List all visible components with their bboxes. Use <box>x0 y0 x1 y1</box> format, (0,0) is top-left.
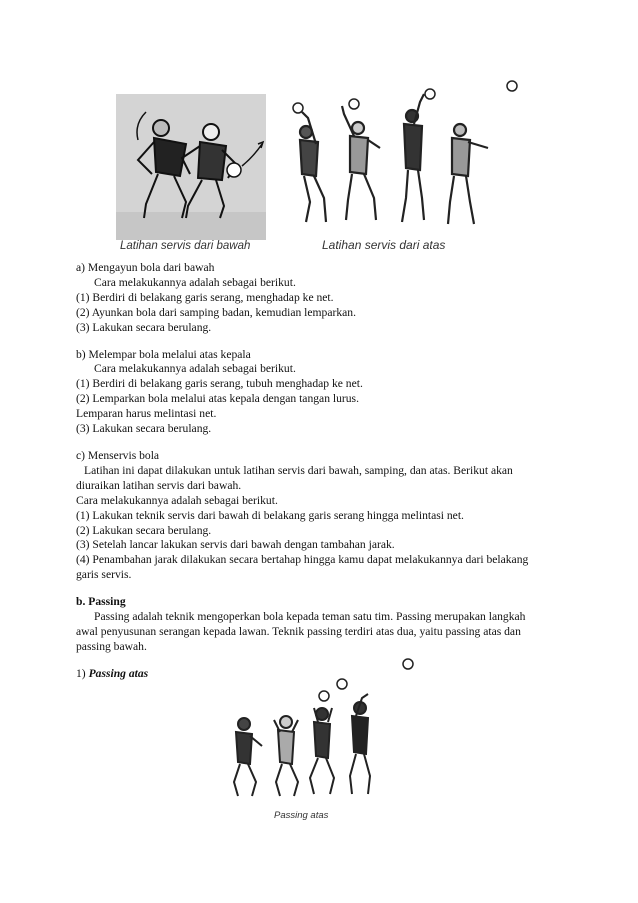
section-c-step: (1) Lakukan teknik servis dari bawah di belakang garis serang hingga melintasi net. <box>76 508 464 522</box>
section-a-step: (2) Ayunkan bola dari samping badan, kemudian lemparkan. <box>76 305 357 319</box>
section-b-step: (1) Berdiri di belakang garis serang, tubuh menghadap ke net. <box>76 377 363 391</box>
section-c-step: (3) Setelah lancar lakukan servis dari bawah dengan tambahan jarak. <box>76 538 395 552</box>
section-c-intro: Cara melakukannya adalah sebagai berikut. <box>76 493 278 507</box>
passing-atas-number: 1) <box>76 666 86 680</box>
caption-servis-atas: Latihan servis dari atas <box>322 238 446 252</box>
section-a-step: (1) Berdiri di belakang garis serang, menghadap ke net. <box>76 290 334 304</box>
section-c-para-cont: diuraikan latihan servis dari bawah. <box>76 478 242 492</box>
passing-para-cont: passing bawah. <box>76 639 147 653</box>
section-b-heading: b) Melempar bola melalui atas kepala <box>76 347 251 361</box>
figure-servis-bawah <box>116 94 266 240</box>
section-c-step-cont: garis servis. <box>76 568 132 582</box>
passing-atas-illustration <box>222 654 422 804</box>
passing-para-cont: awal penyusunan serangan kepada lawan. Teknik passing terdiri atas dua, yaitu passing atas dan <box>76 624 521 638</box>
section-c-step: (4) Penambahan jarak dilakukan secara bertahap hingga kamu dapat melakukannya dari belakang <box>76 553 529 567</box>
section-b-step: (2) Lemparkan bola melalui atas kepala dengan tangan lurus. <box>76 392 359 406</box>
servis-atas-illustration <box>284 78 524 238</box>
servis-bawah-illustration <box>116 94 266 240</box>
section-b-step: (3) Lakukan secara berulang. <box>76 422 212 436</box>
figure-passing-atas <box>222 654 422 804</box>
main-text <box>76 261 546 682</box>
section-c-step: (2) Lakukan secara berulang. <box>76 523 212 537</box>
section-c-heading: c) Menservis bola <box>76 448 160 462</box>
passing-para: Passing adalah teknik mengoperkan bola kepada teman satu tim. Passing merupakan langkah <box>94 610 526 624</box>
section-a-step: (3) Lakukan secara berulang. <box>76 320 212 334</box>
section-b-step-cont: Lemparan harus melintasi net. <box>76 407 217 421</box>
figure-servis-atas <box>284 78 524 238</box>
section-b-intro: Cara melakukannya adalah sebagai berikut. <box>94 362 296 376</box>
passing-atas-title: Passing atas <box>88 666 149 680</box>
passing-heading: b. Passing <box>76 595 126 609</box>
caption-servis-bawah: Latihan servis dari bawah <box>120 240 251 252</box>
section-a-intro: Cara melakukannya adalah sebagai berikut. <box>94 275 296 289</box>
section-a-heading: a) Mengayun bola dari bawah <box>76 261 215 274</box>
section-c-para: Latihan ini dapat dilakukan untuk latihan servis dari bawah, samping, dan atas. Berikut akan <box>84 463 513 477</box>
caption-passing-atas: Passing atas <box>274 810 329 821</box>
